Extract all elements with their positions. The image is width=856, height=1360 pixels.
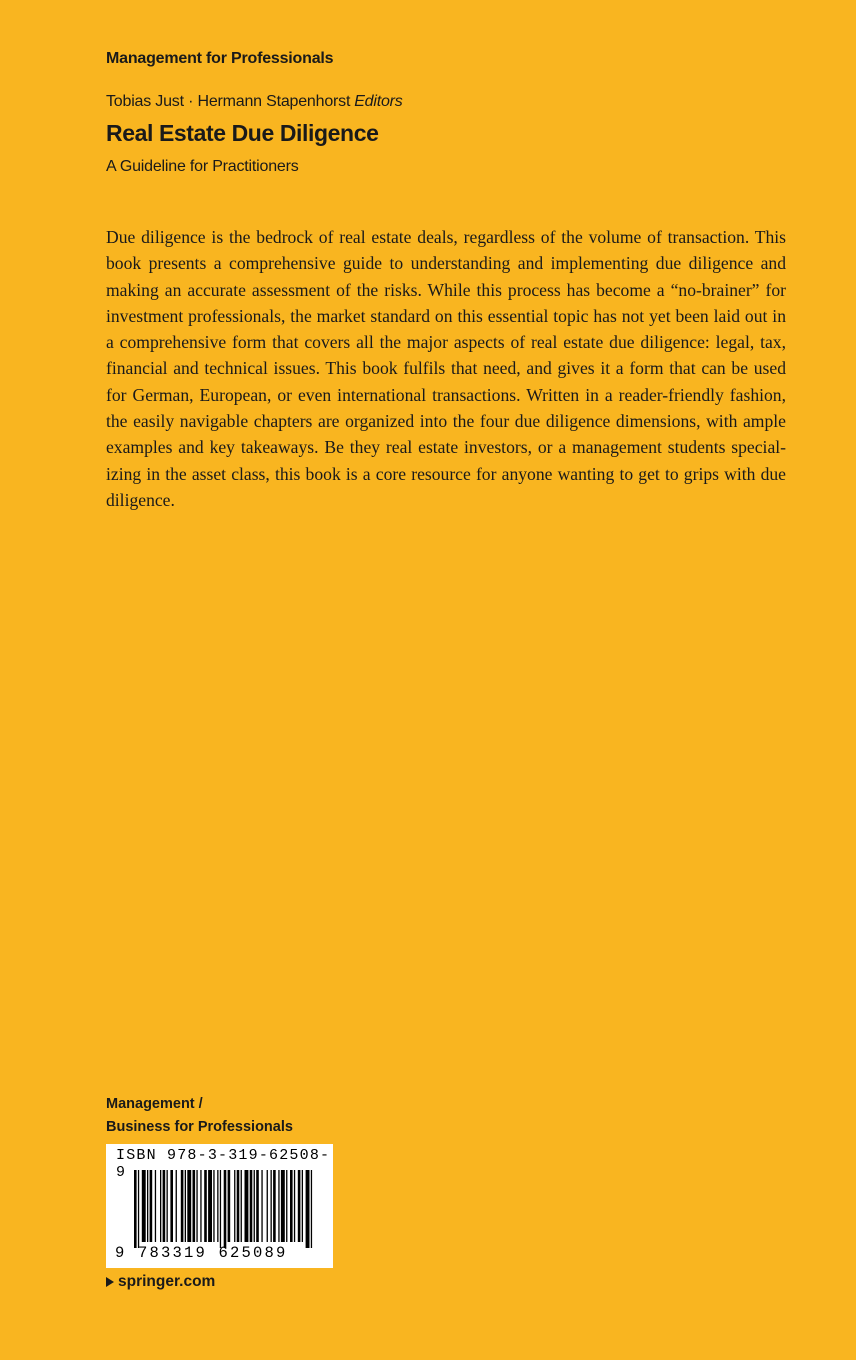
barcode-bar	[196, 1170, 197, 1242]
barcode-bar	[254, 1170, 255, 1242]
barcode-bar	[273, 1170, 276, 1242]
website-label: springer.com	[118, 1273, 216, 1290]
barcode-bar	[298, 1170, 301, 1242]
editor-names: Tobias Just · Hermann Stapenhorst	[106, 93, 351, 110]
category-line-1: Management /	[106, 1096, 203, 1112]
barcode-bar	[286, 1170, 287, 1242]
barcode-bar	[311, 1170, 312, 1248]
barcode-bar	[185, 1170, 186, 1242]
barcode-bar	[176, 1170, 177, 1242]
barcode-bar	[170, 1170, 173, 1242]
barcode-bar	[155, 1170, 156, 1242]
barcode-bar	[160, 1170, 161, 1242]
isbn-label: ISBN 978-3-319-62508-9	[116, 1147, 331, 1181]
barcode-bar	[167, 1170, 168, 1242]
barcode-bar	[224, 1170, 227, 1248]
barcode-bar	[150, 1170, 153, 1242]
book-subtitle: A Guideline for Practitioners	[106, 158, 299, 175]
barcode-bar	[138, 1170, 139, 1248]
barcode-bar	[250, 1170, 253, 1242]
barcode-bar	[181, 1170, 184, 1242]
barcode-bar	[228, 1170, 231, 1242]
isbn-barcode	[106, 1144, 333, 1268]
barcode-bar	[278, 1170, 279, 1242]
ean-digits: 9 783319 625089	[115, 1244, 288, 1262]
barcode-bar	[208, 1170, 212, 1242]
barcode-bar	[234, 1170, 235, 1242]
barcode-bar	[220, 1170, 221, 1248]
barcode-bar	[204, 1170, 207, 1242]
category-line-2: Business for Professionals	[106, 1119, 293, 1135]
barcode-bar	[261, 1170, 262, 1242]
barcode-bar	[142, 1170, 146, 1242]
barcode-bar	[147, 1170, 148, 1242]
barcode-bar	[200, 1170, 201, 1242]
barcode-bar	[213, 1170, 214, 1242]
barcode-bar	[193, 1170, 196, 1242]
barcode-bar	[187, 1170, 191, 1242]
book-description: Due diligence is the bedrock of real estate deals, regardless of the volume of transaction. This book presents a comprehensive guide to understanding and implementing due diligence and making an accurate assessment of the risks. While this process has become a “no-brainer” for investment professionals, the market standard on this essential topic has not yet been laid out in a comprehensive form that covers all the major aspects of real estate due diligence: legal, tax, financial and technical issues. This book fulfils that need, and gives it a form that can be used for German, European, or even international transactions. Written in a reader-friendly fashion, the easily navigable chapters are organized into the four due diligence dimensions, with ample examples and key takeaways. Be they real estate investors, or a management students specializing in the asset class, this book is a core resource for anyone wanting to get to grips with due diligence.	[106, 227, 786, 510]
barcode-bar	[294, 1170, 295, 1242]
barcode-bar	[217, 1170, 218, 1242]
editors-line	[106, 93, 403, 111]
barcode-bar	[306, 1170, 310, 1248]
publisher-website[interactable]	[106, 1273, 215, 1291]
subject-category	[106, 1093, 293, 1139]
book-title: Real Estate Due Diligence	[106, 120, 379, 146]
barcode-bar	[256, 1170, 259, 1242]
barcode-bar	[271, 1170, 272, 1242]
barcode-bar	[302, 1170, 303, 1242]
barcode-bar	[245, 1170, 249, 1242]
series-name: Management for Professionals	[106, 50, 334, 67]
barcode-bar	[267, 1170, 268, 1242]
barcode-bar	[241, 1170, 242, 1242]
barcode-bar	[290, 1170, 293, 1242]
barcode-bar	[237, 1170, 240, 1242]
barcode-bar	[281, 1170, 285, 1242]
barcode-bar	[134, 1170, 137, 1248]
editors-role: Editors	[354, 93, 403, 110]
arrow-right-icon	[106, 1277, 114, 1287]
barcode-bar	[163, 1170, 166, 1242]
